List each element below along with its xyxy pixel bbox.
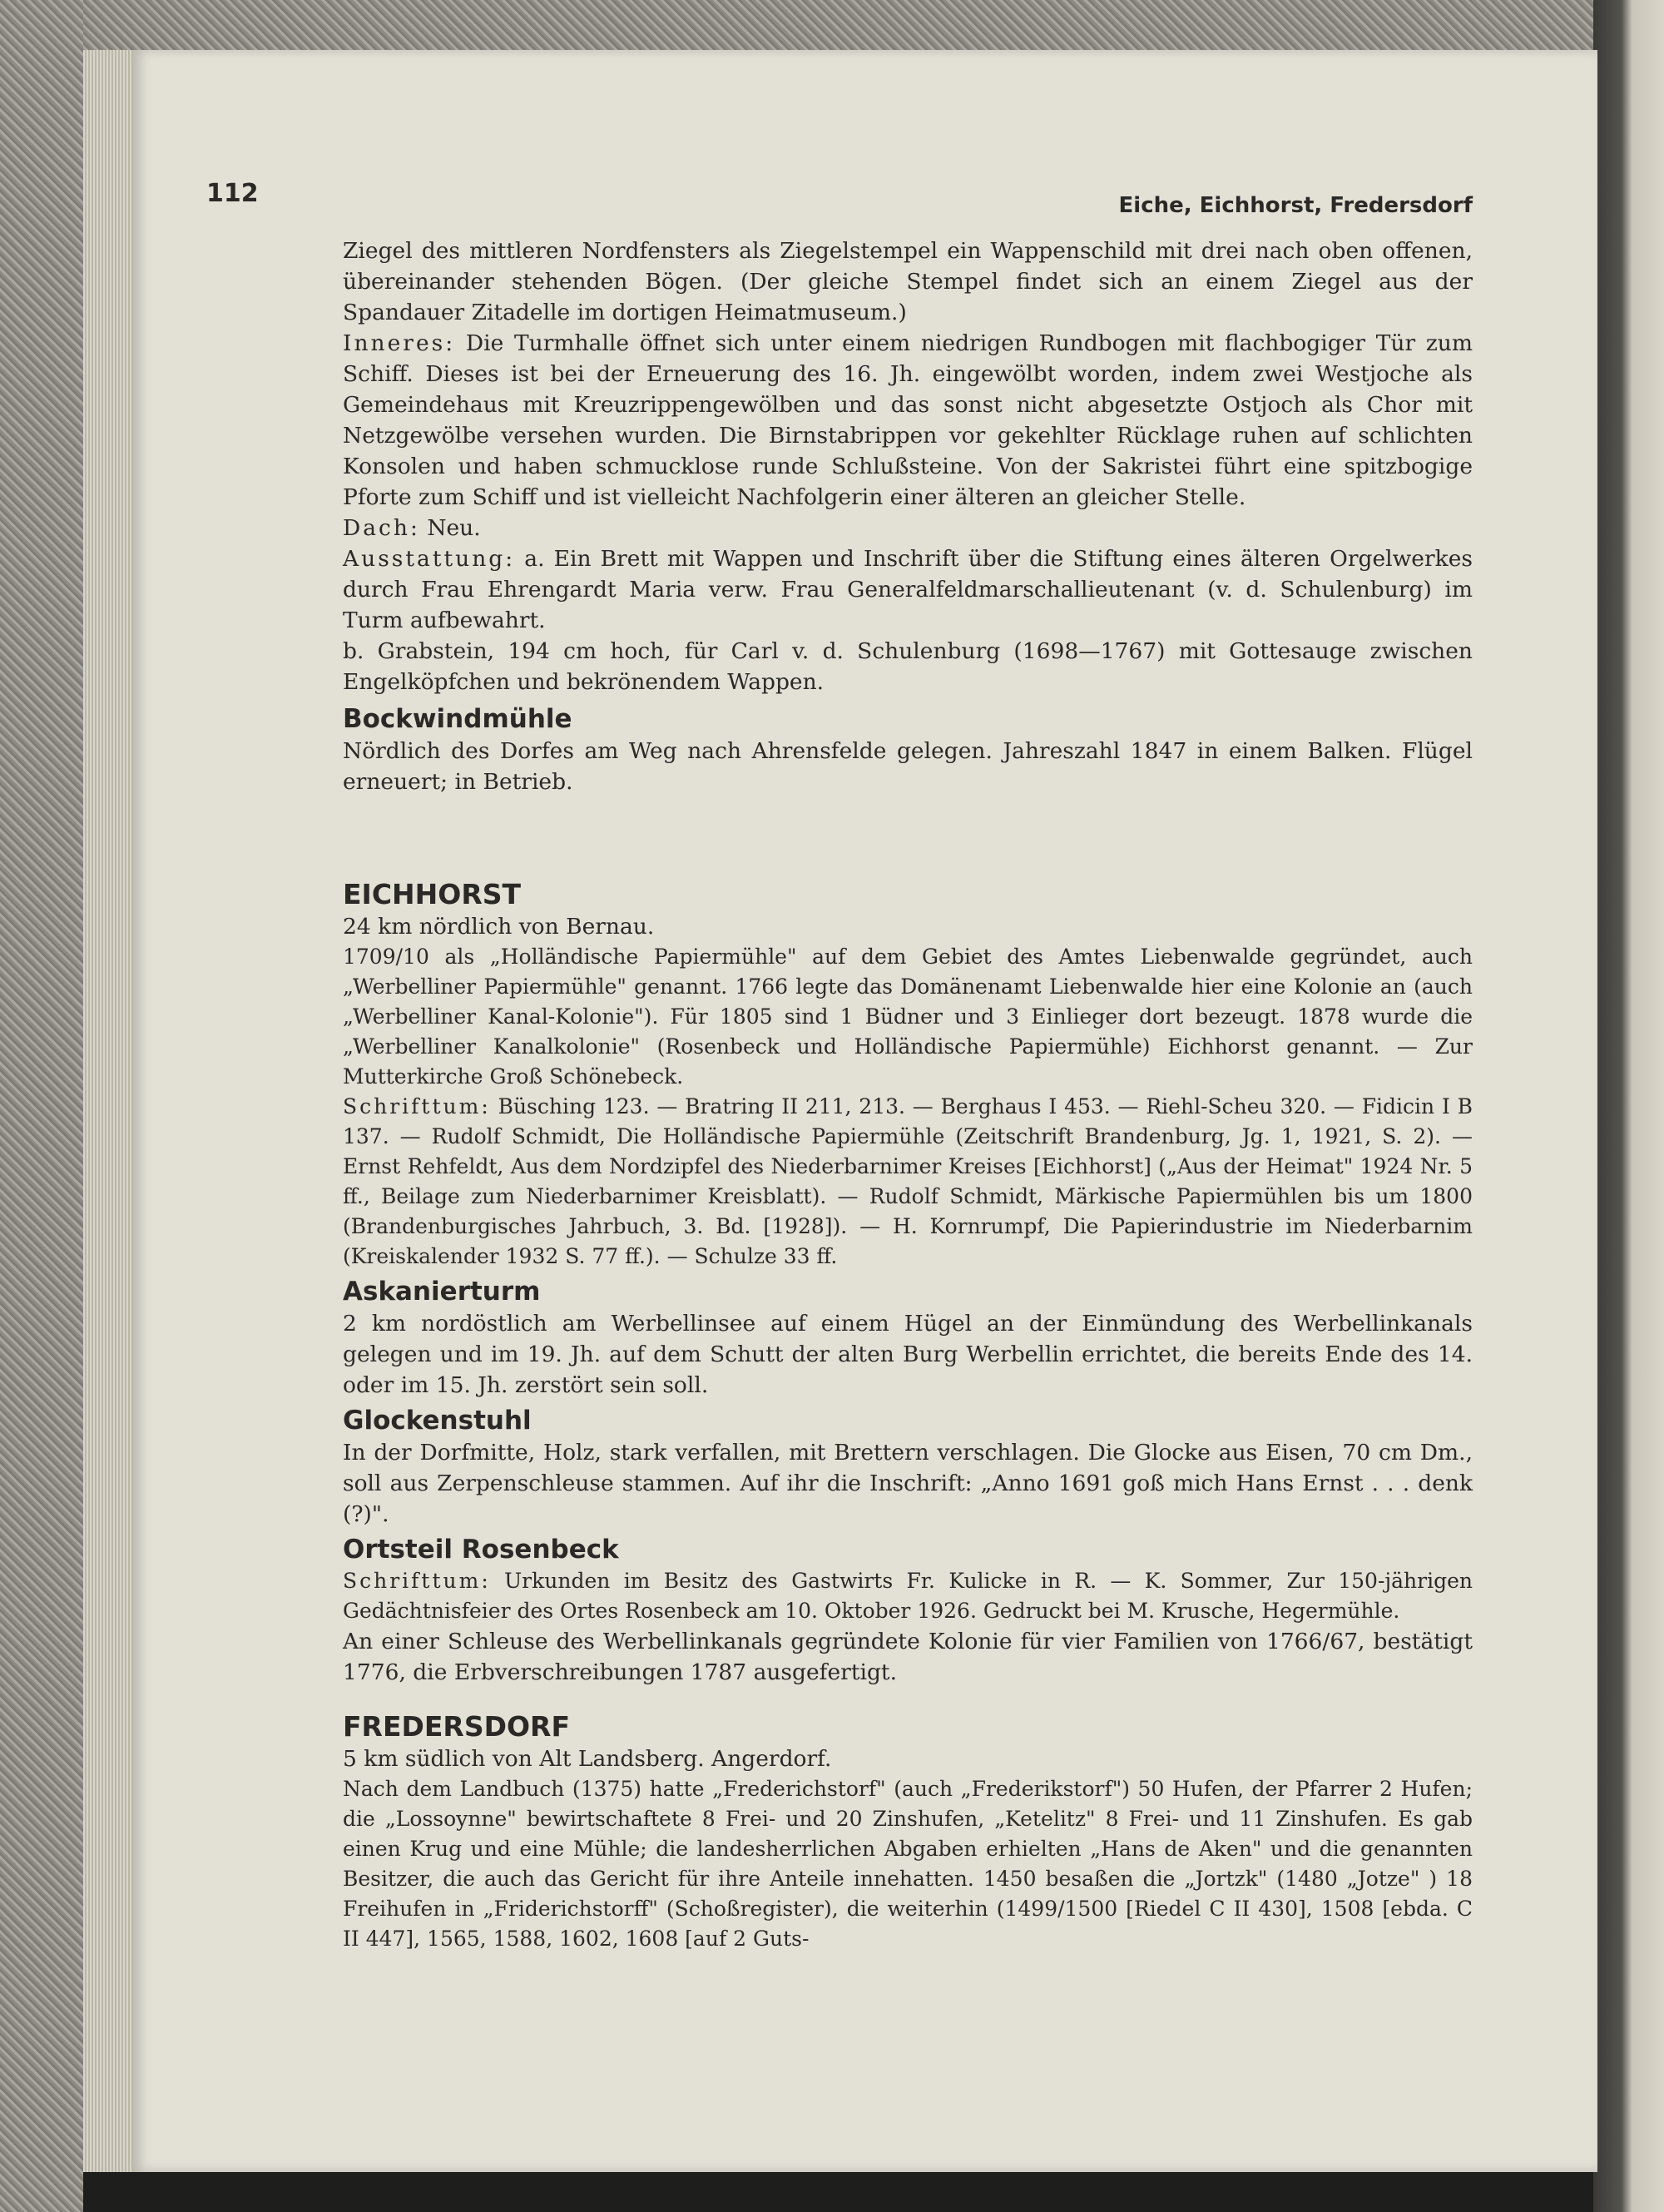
bockwindmuehle-heading: Bockwindmühle [343, 704, 572, 734]
bockwindmuehle-text: Nördlich des Dorfes am Weg nach Ahrensfelde gelegen. Jahreszahl 1847 in einem Balken. Flügel erneuert; in Betrieb. [343, 738, 1473, 795]
eichhorst-history: 1709/10 als „Holländische Papiermühle" auf dem Gebiet des Amtes Liebenwalde gegründet, auch „Werbelliner Papiermühle" genannt. 1766 legte das Domänenamt Liebenwalde hier eine Kolonie an (auch „Werbelliner Kanal-Kolonie"). Für 1805 sind 1 Büdner und 3 Einlieger dort bezeugt. 1878 wurde die „Werbelliner Kanalkolonie" (Rosenbeck und Holländische Papiermühle) Eichhorst genannt. — Zur Mutterkirche Groß Schönebeck. [343, 945, 1473, 1089]
ausstattung-b-paragraph: b. Grabstein, 194 cm hoch, für Carl v. d. Schulenburg (1698—1767) mit Gottesauge zwischen Engelköpfchen und bekrönendem Wappen. [343, 638, 1473, 695]
running-head: Eiche, Eichhorst, Fredersdorf [1118, 193, 1473, 218]
eiche-paragraph: Ziegel des mittleren Nordfensters als Ziegelstempel ein Wappenschild mit drei nach oben offenen, übereinander stehenden Bögen. (Der gleiche Stempel findet sich an einem Ziegel aus der Spandauer Zitadelle im dortigen Heimatmuseum.) [343, 238, 1473, 325]
page-number: 112 [206, 179, 259, 208]
rosenbeck-schrifttum-label: Schrifttum: [343, 1569, 491, 1593]
inneres-paragraph [343, 328, 1473, 513]
glockenstuhl-text: In der Dorfmitte, Holz, stark verfallen, mit Brettern verschlagen. Die Glocke aus Eisen, 70 cm Dm., soll aus Zerpenschleuse stammen. Auf ihr die Inschrift: „Anno 1691 goß mich Hans Ernst . . . denk (?)". [343, 1440, 1473, 1527]
ausstattung-a-text: a. Ein Brett mit Wappen und Inschrift über die Stiftung eines älteren Orgelwerkes durch Frau Ehrengardt Maria verw. Frau Generalfeldmarschallieutenant (v. d. Schulenburg) im Turm aufbewahrt. [343, 546, 1473, 633]
eichhorst-heading: EICHHORST [343, 878, 522, 910]
eichhorst-schrifttum [343, 1092, 1473, 1272]
fredersdorf-location: 5 km südlich von Alt Landsberg. Angerdorf. [343, 1746, 832, 1772]
fredersdorf-section [343, 1710, 1473, 1954]
rosenbeck-heading: Ortsteil Rosenbeck [343, 1535, 619, 1565]
dach-text: Neu. [419, 515, 481, 541]
eichhorst-schrifttum-label: Schrifttum: [343, 1094, 491, 1118]
glockenstuhl-heading: Glockenstuhl [343, 1406, 532, 1436]
book-binding-right [1593, 0, 1664, 2212]
inneres-text: Die Turmhalle öffnet sich unter einem niedrigen Rundbogen mit flachbogiger Tür zum Schiff. Dieses ist bei der Erneuerung des 16. Jh. eingewölbt worden, indem zwei Westjoche als Gemeindehaus mit Kreuzrippengewölben und das sonst nicht abgesetzte Ostjoch als Chor mit Netzgewölbe versehen wurden. Die Birnstabrippen vor gekehlter Rücklage ruhen auf schlichten Konsolen und haben schmucklose runde Schlußsteine. Von der Sakristei führt eine spitzbogige Pforte zum Schiff und ist vielleicht Nachfolgerin einer älteren an gleicher Stelle. [343, 330, 1473, 510]
book-binding-left [0, 0, 83, 2212]
eichhorst-location: 24 km nördlich von Bernau. [343, 914, 655, 940]
ausstattung-label: Ausstattung: [343, 546, 516, 572]
rosenbeck-schrifttum-text: Urkunden im Besitz des Gastwirts Fr. Kulicke in R. — K. Sommer, Zur 150-jährigen Gedächtnisfeier des Ortes Rosenbeck am 10. Oktober 1926. Gedruckt bei M. Krusche, Hegermühle. [343, 1569, 1473, 1623]
dach-label: Dach: [343, 515, 420, 541]
rosenbeck-text: An einer Schleuse des Werbellinkanals gegründete Kolonie für vier Familien von 1766/67, bestätigt 1776, die Erbverschreibungen 1787 ausgefertigt. [343, 1629, 1473, 1685]
ausstattung-paragraph [343, 543, 1473, 636]
dach-paragraph [343, 513, 1473, 543]
rosenbeck-schrifttum [343, 1566, 1473, 1626]
askanierturm-text: 2 km nordöstlich am Werbellinsee auf einem Hügel an der Einmündung des Werbellinkanals gelegen und im 19. Jh. auf dem Schutt der alten Burg Werbellin errichtet, die bereits Ende des 14. oder im 15. Jh. zerstört sein soll. [343, 1311, 1473, 1398]
fredersdorf-history: Nach dem Landbuch (1375) hatte „Frederichstorf" (auch „Frederikstorf") 50 Hufen, der Pfarrer 2 Hufen; die „Lossoynne" bewirtschaftete 8 Frei- und 20 Zinshufen, „Ketelitz" 8 Frei- und 11 Zinshufen. Es gab einen Krug und eine Mühle; die landesherrlichen Abgaben erhielten „Hans de Aken" und die genannten Besitzer, die auch das Gericht für ihre Anteile innehatten. 1450 besaßen die „Jortzk" (1480 „Jotze" ) 18 Freihufen in „Friderichstorff" (Schoßregister), die weiterhin (1499/1500 [Riedel C II 430], 1508 [ebda. C II 447], 1565, 1588, 1602, 1608 [auf 2 Guts- [343, 1777, 1473, 1951]
book-binding-top [83, 0, 1606, 52]
inneres-label: Inneres: [343, 330, 456, 356]
eichhorst-schrifttum-text: Büsching 123. — Bratring II 211, 213. — Berghaus I 453. — Riehl-Scheu 320. — Fidicin I B 137. — Rudolf Schmidt, Die Holländische Papiermühle (Zeitschrift Brandenburg, Jg. 1, 1921, S. 2). — Ernst Rehfeldt, Aus dem Nordzipfel des Niederbarnimer Kreises [Eichhorst] („Aus der Heimat" 1924 Nr. 5 ff., Beilage zum Niederbarnimer Kreisblatt). — Rudolf Schmidt, Märkische Papiermühlen bis um 1800 (Brandenburgisches Jahrbuch, 3. Bd. [1928]). — H. Kornrumpf, Die Papierindustrie im Niederbarnim (Kreiskalender 1932 S. 77 ff.). — Schulze 33 ff. [343, 1094, 1473, 1268]
fredersdorf-heading: FREDERSDORF [343, 1710, 571, 1743]
eiche-section [343, 236, 1473, 797]
askanierturm-heading: Askanierturm [343, 1277, 541, 1307]
eichhorst-section [343, 878, 1473, 1688]
